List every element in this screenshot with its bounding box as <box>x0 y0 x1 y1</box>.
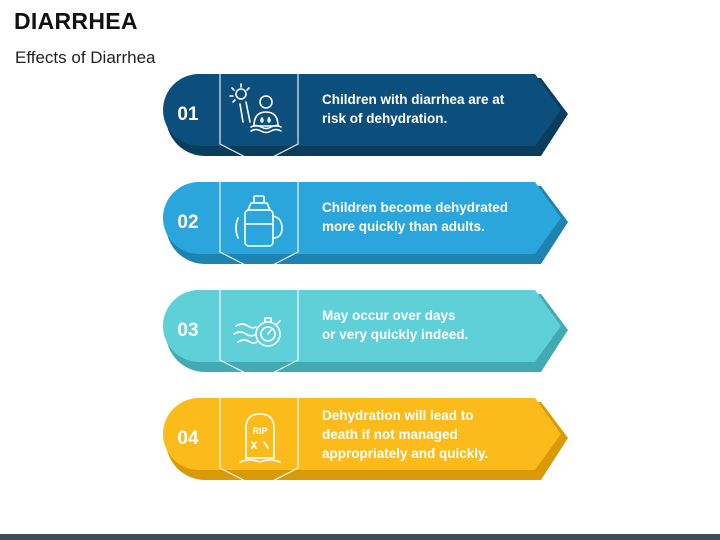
text-line: death if not managed <box>322 427 458 442</box>
text-line: appropriately and quickly. <box>322 446 489 461</box>
step-number: 02 <box>177 212 199 233</box>
tombstone-rip-text: RIP <box>252 426 268 436</box>
effect-text <box>322 90 532 128</box>
water-jug-icon <box>224 188 296 258</box>
text-line: or very quickly indeed. <box>322 327 469 342</box>
effect-text <box>322 406 532 463</box>
text-line: risk of dehydration. <box>322 111 448 126</box>
fast-stopwatch-icon <box>224 296 296 366</box>
text-line: May occur over days <box>322 308 456 323</box>
effect-row-4 <box>155 392 570 492</box>
text-line: Children become dehydrated <box>322 200 509 215</box>
text-line: Dehydration will lead to <box>322 408 474 423</box>
step-number: 04 <box>177 428 199 449</box>
footer-bar <box>0 534 720 540</box>
text-line: more quickly than adults. <box>322 219 485 234</box>
effect-row-2 <box>155 176 570 276</box>
dehydrated-child-sun-icon <box>224 80 296 150</box>
effect-row-3 <box>155 284 570 384</box>
page-subtitle: Effects of Diarrhea <box>15 48 156 67</box>
effect-text <box>322 198 532 236</box>
step-number: 03 <box>177 320 199 341</box>
effect-row-1 <box>155 68 570 168</box>
effect-text <box>322 306 532 344</box>
rip-tombstone-icon <box>224 404 296 474</box>
text-line: Children with diarrhea are at <box>322 92 505 107</box>
page-title: DIARRHEA <box>14 8 138 34</box>
step-number: 01 <box>177 104 199 125</box>
